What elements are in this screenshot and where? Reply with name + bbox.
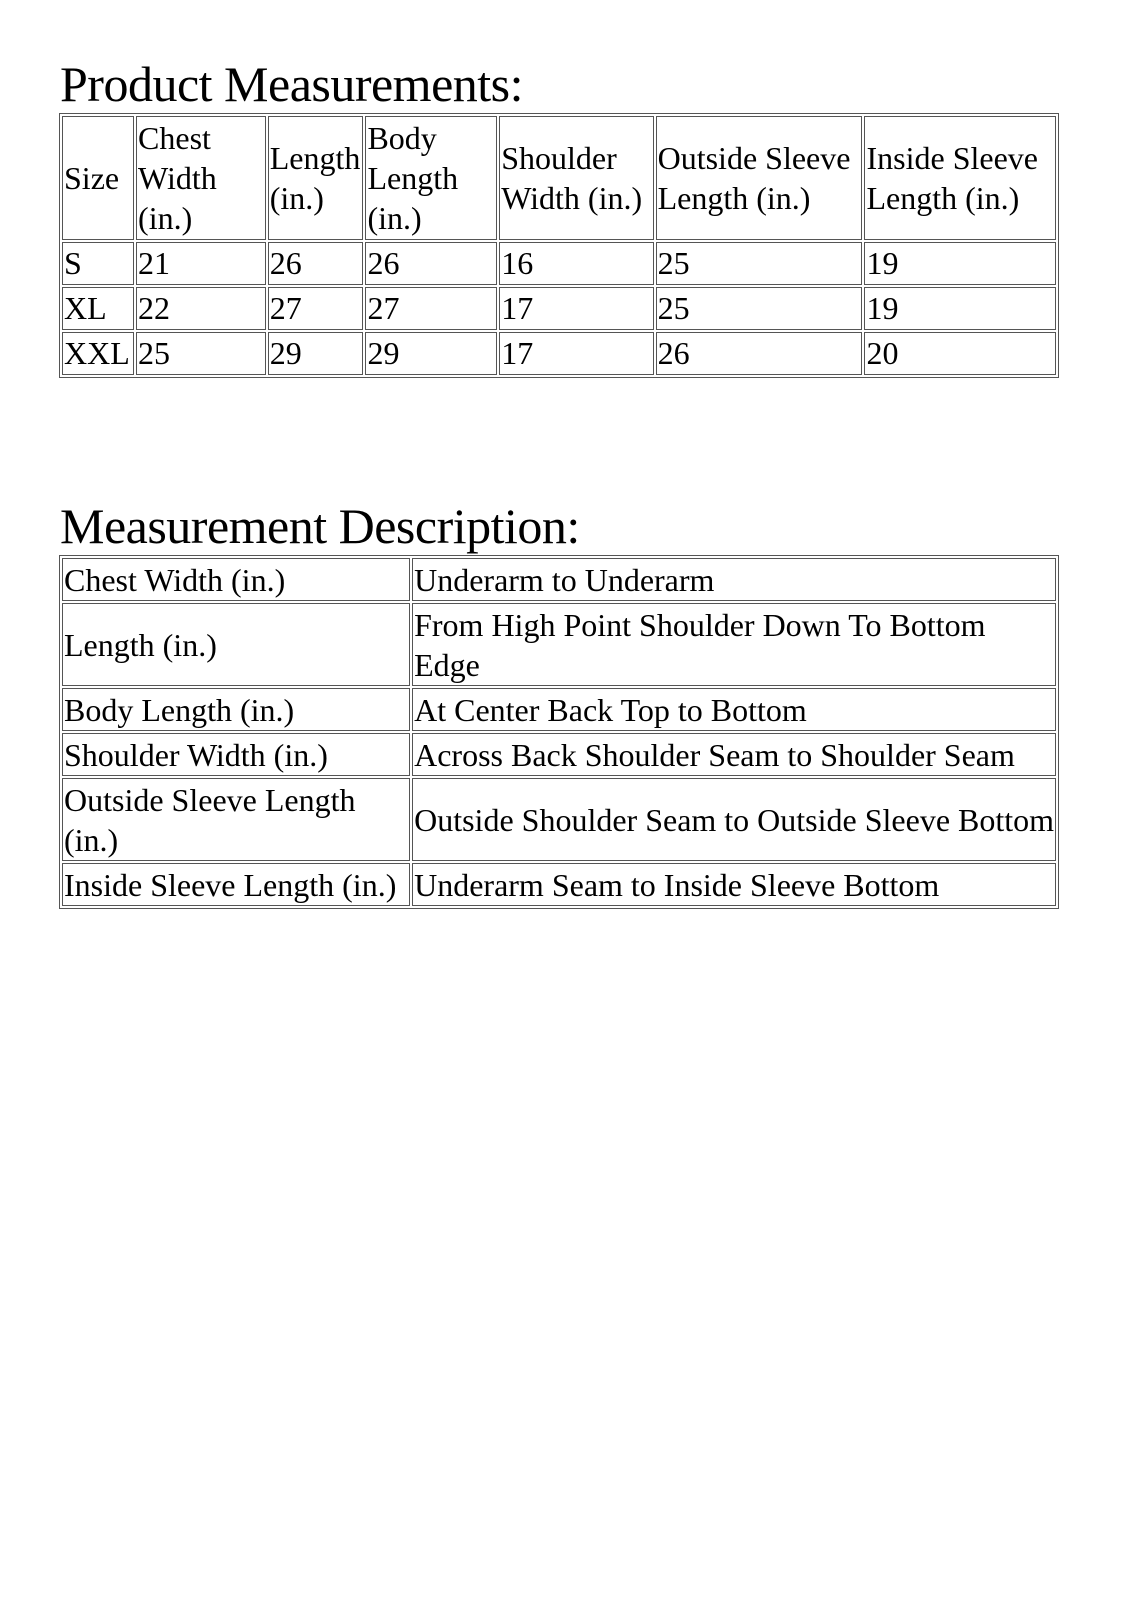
description-text: Underarm to Underarm — [412, 558, 1056, 601]
table-row — [62, 242, 1056, 285]
cell-chest-width: 25 — [136, 332, 266, 375]
cell-length: 29 — [268, 332, 364, 375]
table-row — [62, 733, 1056, 776]
description-term: Inside Sleeve Length (in.) — [62, 863, 410, 906]
description-term: Chest Width (in.) — [62, 558, 410, 601]
table-row — [62, 688, 1056, 731]
cell-inside-sleeve-length: 20 — [864, 332, 1056, 375]
cell-shoulder-width: 17 — [499, 332, 653, 375]
description-text: Across Back Shoulder Seam to Shoulder Seam — [412, 733, 1056, 776]
header-inside-sleeve-length: Inside Sleeve Length (in.) — [864, 116, 1056, 240]
measurements-title: Product Measurements: — [60, 56, 524, 112]
description-title: Measurement Description: — [60, 498, 580, 554]
cell-outside-sleeve-length: 26 — [656, 332, 863, 375]
description-table — [59, 555, 1059, 909]
measurements-table — [59, 113, 1059, 378]
cell-size: S — [62, 242, 134, 285]
header-body-length: Body Length (in.) — [365, 116, 497, 240]
cell-inside-sleeve-length: 19 — [864, 242, 1056, 285]
description-term: Length (in.) — [62, 603, 410, 686]
description-text: Outside Shoulder Seam to Outside Sleeve Bottom — [412, 778, 1056, 861]
cell-shoulder-width: 17 — [499, 287, 653, 330]
header-size: Size — [62, 116, 134, 240]
header-length: Length (in.) — [268, 116, 364, 240]
cell-body-length: 29 — [365, 332, 497, 375]
measurements-header-row — [62, 116, 1056, 240]
table-row — [62, 558, 1056, 601]
header-outside-sleeve-length: Outside Sleeve Length (in.) — [656, 116, 863, 240]
cell-chest-width: 21 — [136, 242, 266, 285]
cell-outside-sleeve-length: 25 — [656, 287, 863, 330]
table-row — [62, 603, 1056, 686]
cell-body-length: 26 — [365, 242, 497, 285]
cell-size: XL — [62, 287, 134, 330]
description-term: Shoulder Width (in.) — [62, 733, 410, 776]
cell-chest-width: 22 — [136, 287, 266, 330]
cell-body-length: 27 — [365, 287, 497, 330]
table-row — [62, 863, 1056, 906]
cell-shoulder-width: 16 — [499, 242, 653, 285]
description-text: At Center Back Top to Bottom — [412, 688, 1056, 731]
cell-inside-sleeve-length: 19 — [864, 287, 1056, 330]
table-row — [62, 287, 1056, 330]
description-text: From High Point Shoulder Down To Bottom Edge — [412, 603, 1056, 686]
header-shoulder-width: Shoulder Width (in.) — [499, 116, 653, 240]
table-row — [62, 778, 1056, 861]
cell-length: 27 — [268, 287, 364, 330]
cell-length: 26 — [268, 242, 364, 285]
description-text: Underarm Seam to Inside Sleeve Bottom — [412, 863, 1056, 906]
cell-outside-sleeve-length: 25 — [656, 242, 863, 285]
cell-size: XXL — [62, 332, 134, 375]
description-term: Body Length (in.) — [62, 688, 410, 731]
header-chest-width: Chest Width (in.) — [136, 116, 266, 240]
description-term: Outside Sleeve Length (in.) — [62, 778, 410, 861]
table-row — [62, 332, 1056, 375]
